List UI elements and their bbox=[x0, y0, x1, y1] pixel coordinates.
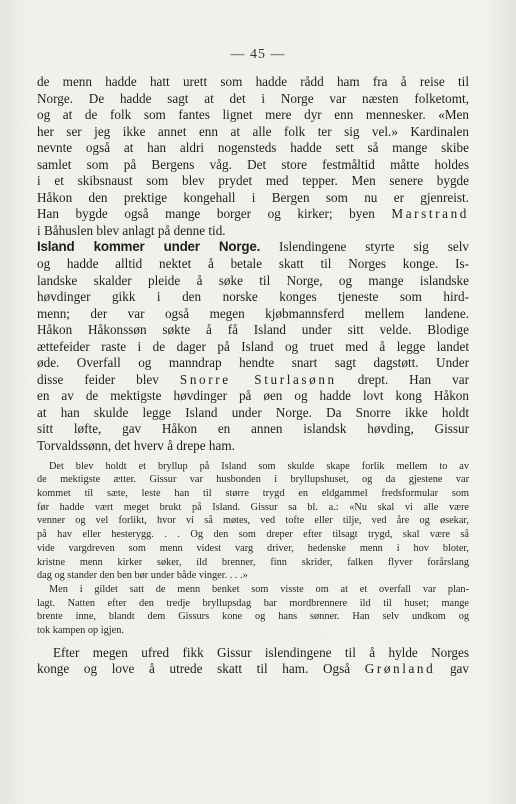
small-text-line: vide vargdreven som menn videst varg driver, hedenske menn i hov bloter, bbox=[37, 542, 469, 554]
small-print-passage bbox=[37, 460, 469, 638]
text-line bbox=[37, 661, 469, 678]
text-line bbox=[37, 206, 469, 223]
text-line: Efter megen ufred fikk Gissur islendingene til å hylde Norges bbox=[53, 644, 469, 660]
section-heading: Island kommer under Norge. bbox=[37, 239, 261, 255]
small-text-line: venner og vel forlikt, hvor vi så møtes, ved tofte eller tilje, ved åre og øsekar, bbox=[37, 515, 469, 527]
text-line: de menn hadde hatt urett som hadde rådd ham fra å reise til bbox=[37, 74, 469, 89]
small-text-line: Men i gildet satt de menn benket som visste om at et overfall var plan- bbox=[49, 583, 469, 595]
text-line: sitt løfte, gav Håkon en annen islandsk høvding, Gissur bbox=[37, 421, 469, 437]
text-span: gav bbox=[449, 661, 469, 677]
text-span: Han bygde også mange borger og kirker; byen bbox=[37, 206, 375, 222]
text-line: samlet som på Bergens våg. Det store festmåltid måtte holdes bbox=[37, 156, 469, 172]
small-text-line: de mektigste ætter. Gissur var husbonden i bryllupshuset, og da gjestene var bbox=[37, 474, 469, 486]
text-line: og at de folk som fantes lignet mere dyr enn mennesker. «Men bbox=[37, 107, 469, 123]
spaced-name-marstrand: Marstrand bbox=[391, 206, 469, 222]
small-text-line: på hav eller hesterygg. . . Og den som dreper efter tilsagt trygd, skal være så bbox=[37, 529, 469, 541]
text-line: øde. Overfall og manndrap hendte snart sagt dagstøtt. Under bbox=[37, 355, 469, 371]
page-content bbox=[37, 74, 469, 678]
small-text-line: Det blev holdt et bryllup på Island som skulde skape forlik mellem to av bbox=[49, 460, 469, 472]
small-text-line: kommet til sæte, leste han til større trygd en eldgammel fredsformular som bbox=[37, 487, 469, 499]
paragraph-island bbox=[37, 239, 469, 454]
text-line: nevnte også at han aldri nogensteds hadde sett så mange skibe bbox=[37, 140, 469, 156]
text-span: Islendingene styrte sig selv bbox=[279, 239, 470, 255]
text-line: menn; der var også megen kjøbmannsferd mellem landene. bbox=[37, 305, 469, 321]
spaced-name-snorre: Snorre Sturlasønn bbox=[179, 371, 337, 387]
text-span: disse feider blev bbox=[37, 371, 159, 387]
small-text-line: kristne menn kirker søker, ild brenner, finn skrider, falken flyver forårslang bbox=[37, 556, 469, 568]
small-text-line: brente inne, blandt dem Gissurs kone og hans sønner. Han selv undkom og bbox=[37, 611, 469, 623]
small-text-line: dag og stander den ben bør under både vinger. . . .» bbox=[37, 570, 248, 582]
small-text-line: tok kampen op igjen. bbox=[37, 625, 124, 637]
text-line: og hadde alltid nektet å betale skatt til Norges konge. Is- bbox=[37, 256, 469, 272]
paragraph-kardinalen bbox=[37, 74, 469, 239]
text-line: en av de mektigste høvdinger på øen og hadde lovt kong Håkon bbox=[37, 388, 469, 404]
spaced-name-gronland: Grønland bbox=[364, 661, 436, 677]
text-line: landske skalder pleide å søke til Norge, og mange islandske bbox=[37, 272, 469, 288]
text-span: konge og love å utrede skatt til ham. Også bbox=[37, 661, 351, 677]
small-text-line: lagt. Natten efter den tredje bryllupsdag bar mordbrennere ild til huset; mange bbox=[37, 597, 469, 609]
paragraph-gissur bbox=[37, 645, 469, 678]
text-line: Håkon Håkonssøn søkte å få Island under sitt velde. Blodige bbox=[37, 322, 469, 338]
text-line: Norge. De hadde sagt at det i Norge var næsten folketomt, bbox=[37, 90, 469, 106]
text-line: her ser jeg ikke annet enn at alle folk ter sig vel.» Kardinalen bbox=[37, 123, 469, 139]
text-line: at han skulde legge Island under Norge. Da Snorre ikke holdt bbox=[37, 404, 469, 420]
text-line: i Båhuslen blev anlagt på denne tid. bbox=[37, 222, 226, 238]
text-span: drept. Han var bbox=[357, 371, 470, 387]
small-text-line: før hadde vært meget brukt på Island. Gissur sa bl. a.: «Nu skal vi alle være bbox=[37, 501, 469, 513]
text-line: høvdinger gikk i den norske konges tjeneste som hird- bbox=[37, 289, 469, 305]
text-line: Håkon den prektige kongehall i Bergen som nu er gjenreist. bbox=[37, 189, 469, 205]
text-line: i et skibsnaust som blev prydet med tepper. Men senere bygde bbox=[37, 173, 469, 189]
page-number: — 45 — bbox=[230, 47, 286, 62]
text-line bbox=[37, 239, 469, 256]
text-line: Torvaldssønn, det hverv å drepe ham. bbox=[37, 438, 235, 454]
text-line bbox=[37, 372, 469, 389]
text-line: ættefeider raste i de dager på Island og truet med å legge landet bbox=[37, 338, 469, 354]
